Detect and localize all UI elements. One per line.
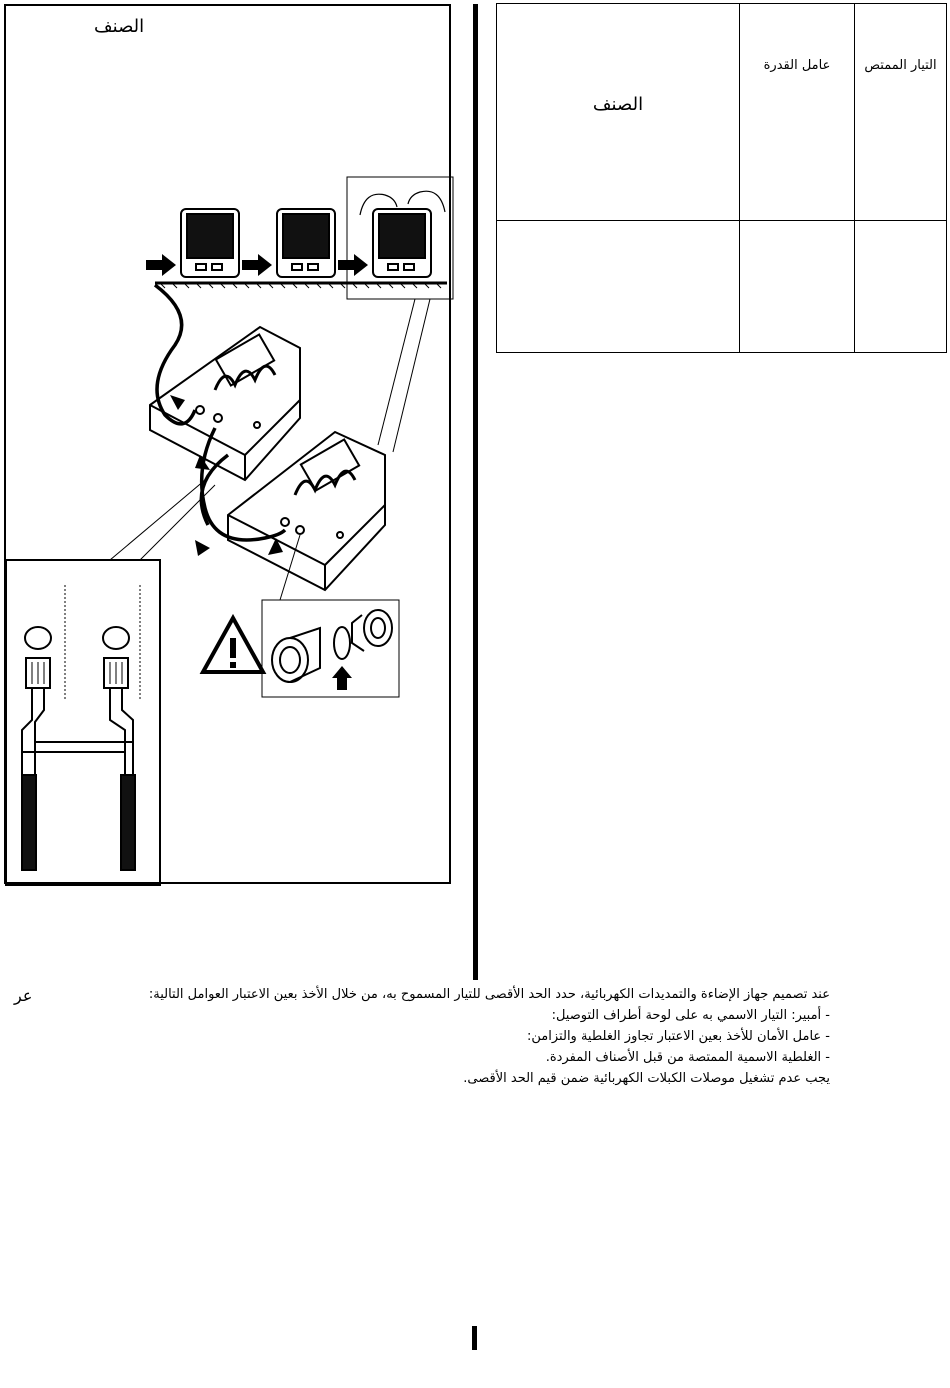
table-cell xyxy=(855,221,947,353)
wiring-detail xyxy=(6,560,160,885)
arrow-up-icon xyxy=(332,666,352,690)
table-header-current xyxy=(855,4,947,221)
list-item: - أمبير: التيار الاسمي به على لوحة أطراف التوصيل: xyxy=(551,1008,830,1023)
page-marker xyxy=(472,1326,477,1350)
instructions-text xyxy=(148,984,830,1089)
table-cell xyxy=(740,221,855,353)
spec-table xyxy=(496,3,947,353)
header-current-label: التيار الممتص xyxy=(864,58,937,73)
warning-triangle-icon xyxy=(203,618,263,672)
language-code: عر xyxy=(14,986,33,1005)
table-header-power-factor xyxy=(740,4,855,221)
fixture-row xyxy=(155,177,453,299)
header-power-factor-label: عامل القدرة xyxy=(763,58,831,73)
list-item: - الغلطية الاسمية الممتصة من قبل الأصناف المفردة. xyxy=(545,1050,830,1065)
arrow-icons xyxy=(170,395,283,556)
list-item: - عامل الأمان للأخذ بعين الاعتبار تجاوز الغلطية والتزامن: xyxy=(527,1029,830,1044)
intro-line: عند تصميم جهاز الإضاءة والتمديدات الكهربائية، حدد الحد الأقصى للتيار المسموح به، من خلال الأخذ بعين الاعتبار العوامل التالية: xyxy=(148,987,830,1002)
cable-gland-detail xyxy=(262,600,399,697)
junction-box-lower xyxy=(228,432,385,590)
column-divider xyxy=(473,4,478,980)
table-cell xyxy=(497,221,740,353)
closing-line: يجب عدم تشغيل موصلات الكبلات الكهربائية ضمن قيم الحد الأقصى. xyxy=(463,1071,830,1086)
header-class-label: الصنف xyxy=(592,93,644,115)
diagram-title: الصنف xyxy=(94,16,145,37)
table-header-class xyxy=(497,4,740,221)
